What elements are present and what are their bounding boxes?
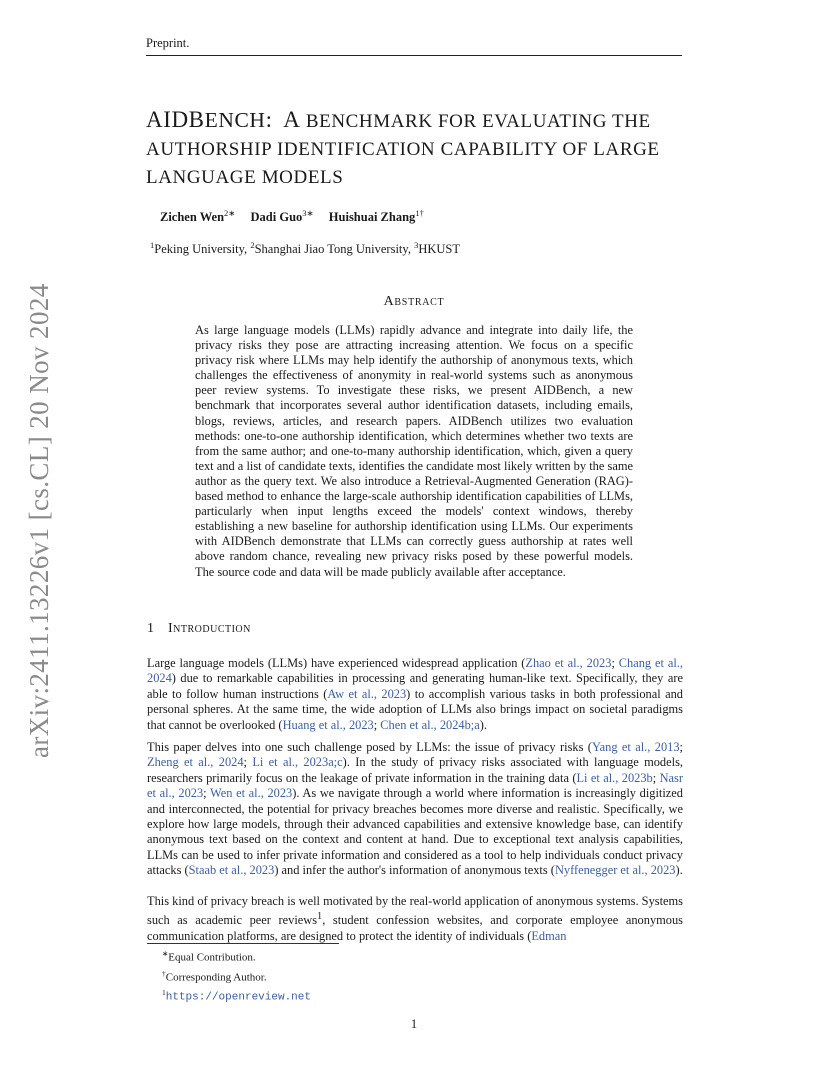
abstract-body: As large language models (LLMs) rapidly advance and integrate into daily life, the privacy risks they pose are attracting increasing attention. We focus on a specific privacy risk where LLMs may help identify the authorship of anonymous texts, which challenges the effectiveness of anonymity in real-world systems such as anonymous peer review systems. To investigate these risks, we present AIDBench, a new benchmark that incorporates several author identification datasets, including emails, blogs, reviews, articles, and research papers. AIDBench utilizes two evaluation methods: one-to-one authorship identification, which determines whether two texts are from the same author; and one-to-many authorship identification, which, given a query text and a list of candidate texts, identifies the candidate most likely written by the same author as the query text. We also introduce a Retrieval-Augmented Generation (RAG)-based method to enhance the large-scale authorship identification capabilities of LLMs, particularly when input lengths exceed the models' context windows, thereby establishing a new baseline for authorship identification using LLMs. Our experiments with AIDBench demonstrate that LLMs can correctly guess authorship at rates well above random chance, revealing new privacy risks posed by these powerful models. The source code and data will be made publicly available after acceptance. — [195, 323, 633, 579]
citation-link[interactable]: Yang et al., 2013 — [591, 740, 680, 754]
citation-link[interactable]: Zhao et al., 2023 — [525, 656, 612, 670]
abstract-heading: Abstract — [383, 294, 445, 309]
page-number: 1 — [410, 1017, 418, 1031]
author-1: Zichen Wen$^{2∗}$ — [160, 208, 236, 225]
citation-link[interactable]: Nyffenegger et al., 2023 — [554, 863, 676, 878]
intro-paragraph-2: This paper delves into one such challenge posed by LLMs: the issue of privacy risks (Yang et al., 2013; Zheng et al., 2024; Li et al., 2023a;c). In the study of privacy risks associated with language models, researchers primarily focus on the leakage of private information in the training data (Li et al., 2023b; Nasr et al., 2023; Wen et al., 2023). As we navigate through a world where information is increasingly digitized and interconnected, the potential for privacy breaches becomes more diverse and realistic. Specifically, we explore how large models, through their advanced capabilities and extensive knowledge base, can identify anonymous text based on the context and content at hand. Due to exceptional text analysis capabilities, LLMs can be used to infer private information and considered as a tool to help individuals conduct privacy attacks (Staab et al., 2023) and infer the author's information of anonymous texts (Nyffenegger et al., 2023). — [147, 740, 683, 878]
citation-link[interactable]: Aw et al., 2023 — [327, 686, 407, 701]
footnote-corresponding-author: †Corresponding Author. — [162, 968, 267, 984]
title-line-3: LANGUAGE MODELS — [146, 167, 344, 188]
footnote-rule — [147, 943, 339, 944]
citation-link[interactable]: Huang et al., 2023 — [282, 717, 374, 732]
openreview-link[interactable]: https://openreview.net — [165, 991, 311, 1004]
citation-link[interactable]: Zheng et al., 2024 — [147, 755, 244, 770]
arxiv-watermark: arXiv:2411.13226v1 [cs.CL] 20 Nov 2024 — [24, 283, 54, 758]
citation-link[interactable]: Nasr et al., 2023 — [147, 770, 683, 801]
footnote-openreview-url: $^1$https://openreview.net — [162, 988, 311, 1004]
citation-link[interactable]: Chang et al., 2024 — [147, 656, 684, 686]
footnotes — [162, 946, 311, 1006]
citation-link[interactable]: Staab et al., 2023 — [188, 863, 275, 878]
section-heading-introduction: 1 Introduction — [147, 621, 251, 636]
citation-link[interactable]: Wen et al., 2023 — [210, 786, 293, 801]
title-line-2: AUTHORSHIP IDENTIFICATION CAPABILITY OF LARGE — [146, 139, 660, 160]
footnote-marker[interactable]: 1 — [317, 911, 323, 923]
paper-title — [146, 106, 686, 192]
title-line-1: AIDBENCH: A BENCHMARK FOR EVALUATING THE — [146, 107, 651, 132]
citation-link[interactable]: Chen et al., 2024b;a — [380, 717, 480, 732]
intro-paragraph-3: This kind of privacy breach is well motivated by the real-world application of anonymous systems. Systems such as academic peer reviews$^1$, student confession websites, and corporate employee anonymous communication platforms, are designed to protect the identity of individuals (Edman — [147, 894, 683, 943]
author-3: Huishuai Zhang$^{1\dagger}$ — [328, 208, 424, 225]
intro-paragraph-1: Large language models (LLMs) have experienced widespread application (Zhao et al., 2023; Chang et al., 2024) due to remarkable capabilities in processing and generating human-like text. Specifically, they are able to follow human instructions (Aw et al., 2023) to accomplish various tasks in both professional and personal spheres. At the same time, the wide adoption of LLMs also brings impact on societal paradigms that cannot be overlooked (Huang et al., 2023; Chen et al., 2024b;a). — [147, 656, 684, 732]
affiliations: $^1$Peking University, $^2$Shanghai Jiao Tong University, $^3$HKUST — [150, 240, 461, 257]
citation-link[interactable]: Edman — [531, 928, 567, 943]
footnote-equal-contribution: ∗Equal Contribution. — [162, 949, 256, 964]
running-header: Preprint. — [146, 36, 682, 56]
citation-link[interactable]: Li et al., 2023a;c — [252, 755, 343, 770]
author-2: Dadi Guo$^{3∗}$ — [250, 208, 314, 225]
author-list — [160, 208, 436, 225]
citation-link[interactable]: Li et al., 2023b — [576, 770, 653, 785]
